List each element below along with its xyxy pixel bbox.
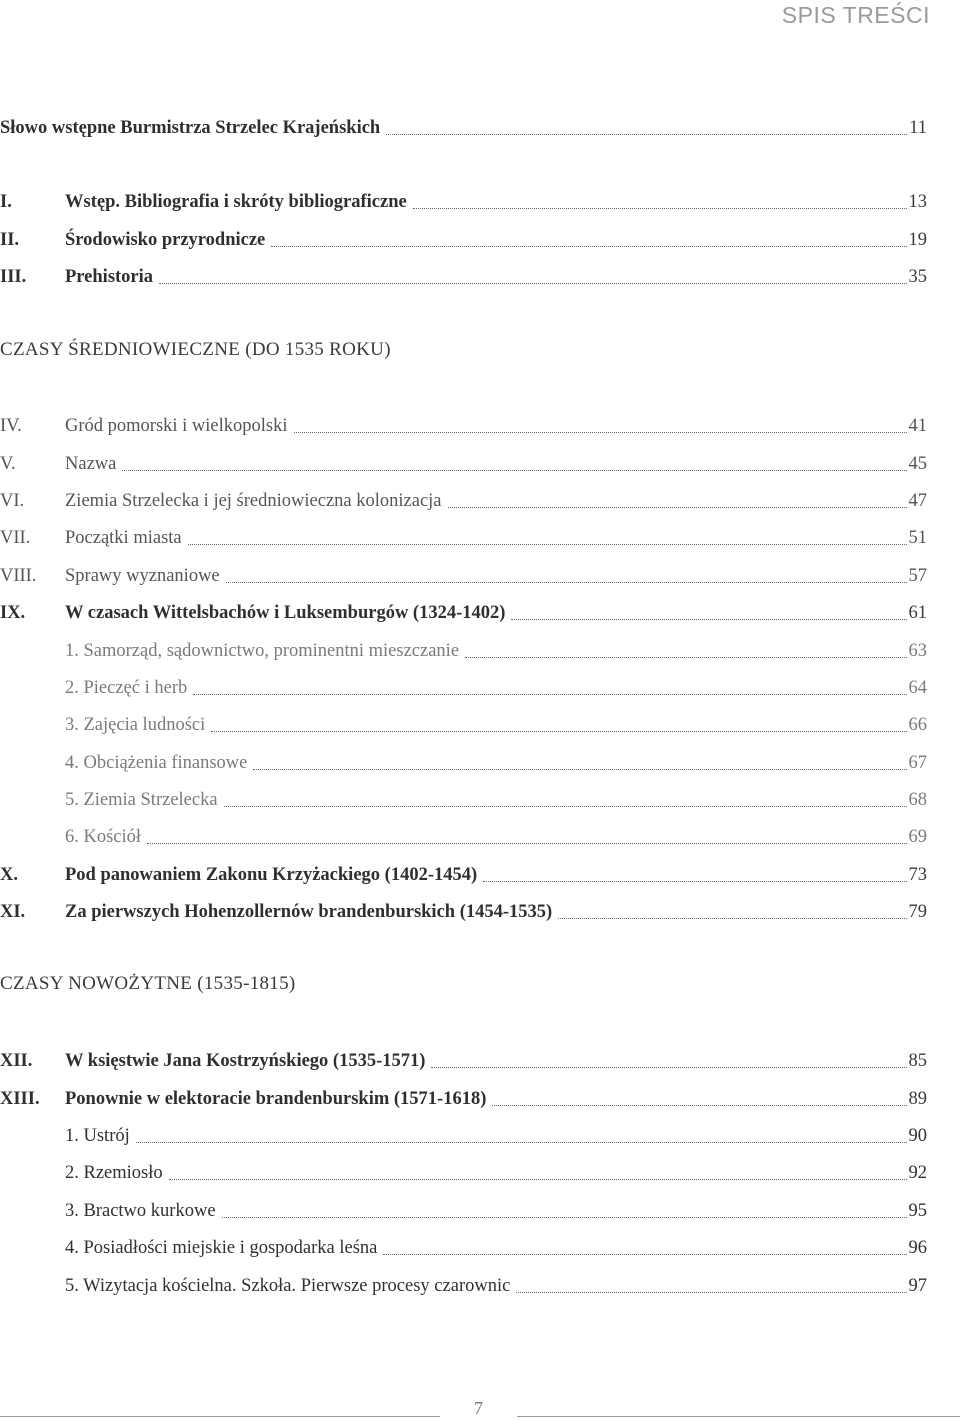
toc-entry-title: W księstwie Jana Kostrzyńskiego (1535-1571) [65, 1051, 426, 1071]
toc-entry-title: 3. Bractwo kurkowe [65, 1201, 216, 1221]
toc-entry-title: 1. Samorząd, sądownictwo, prominentni mieszczanie [65, 641, 460, 661]
dot-leader [483, 880, 906, 882]
dot-leader [383, 1253, 906, 1255]
toc-subentry[interactable] [0, 1235, 927, 1261]
toc-entry-intro[interactable] [0, 115, 927, 141]
dot-leader [169, 1178, 907, 1180]
dot-leader [253, 768, 906, 770]
chapter-number: VIII. [0, 566, 37, 586]
chapter-number: V. [0, 454, 16, 474]
toc-entry-title: Prehistoria [65, 267, 154, 287]
toc-subentry[interactable] [0, 1198, 927, 1224]
toc-entry[interactable] [0, 862, 927, 888]
toc-entry[interactable] [0, 227, 927, 253]
toc-entry[interactable] [0, 189, 927, 215]
chapter-number: VII. [0, 528, 31, 548]
toc-entry-title: Sprawy wyznaniowe [65, 566, 220, 586]
toc-entry[interactable] [0, 488, 927, 514]
toc-entry-title: 4. Posiadłości miejskie i gospodarka leśna [65, 1238, 378, 1258]
toc-entry-page: 13 [908, 192, 927, 212]
toc-entry-page: 19 [908, 230, 927, 250]
toc-entry-page: 85 [908, 1051, 927, 1071]
toc-entry-page: 89 [908, 1089, 927, 1109]
dot-leader [193, 693, 906, 695]
toc-entry[interactable] [0, 264, 927, 290]
toc-entry-page: 73 [908, 865, 927, 885]
dot-leader [386, 133, 907, 135]
dot-leader [211, 730, 906, 732]
toc-subentry[interactable] [0, 1160, 927, 1186]
toc-entry[interactable] [0, 1048, 927, 1074]
toc-subentry[interactable] [0, 750, 927, 776]
toc-entry[interactable] [0, 563, 927, 589]
toc-entry-page: 51 [908, 528, 927, 548]
dot-leader [271, 245, 906, 247]
toc-entry-title: 5. Ziemia Strzelecka [65, 790, 218, 810]
toc-entry-title: Wstęp. Bibliografia i skróty bibliograficzne [65, 192, 407, 212]
dot-leader [222, 1216, 907, 1218]
chapter-number: VI. [0, 491, 25, 511]
toc-entry-page: 11 [909, 118, 927, 138]
toc-entry-title: Początki miasta [65, 528, 182, 548]
toc-entry-page: 68 [908, 790, 927, 810]
toc-entry-title: Nazwa [65, 454, 117, 474]
dot-leader [226, 581, 907, 583]
dot-leader [448, 506, 907, 508]
chapter-number: I. [0, 192, 12, 212]
toc-entry-page: 64 [908, 678, 927, 698]
toc-entry-title: Pod panowaniem Zakonu Krzyżackiego (1402-1454) [65, 865, 478, 885]
toc-entry-page: 35 [908, 267, 927, 287]
chapter-number: XII. [0, 1051, 33, 1071]
section-heading: CZASY NOWOŻYTNE (1535-1815) [0, 973, 296, 994]
toc-subentry[interactable] [0, 787, 927, 813]
chapter-number: III. [0, 267, 27, 287]
chapter-number: IX. [0, 603, 26, 623]
dot-leader [294, 431, 907, 433]
toc-entry-page: 96 [908, 1238, 927, 1258]
toc-entry-page: 66 [908, 715, 927, 735]
toc-subentry[interactable] [0, 824, 927, 850]
toc-entry[interactable] [0, 413, 927, 439]
toc-entry-page: 61 [908, 603, 927, 623]
toc-entry-page: 41 [908, 416, 927, 436]
toc-entry-page: 67 [908, 753, 927, 773]
toc-entry-title: 4. Obciążenia finansowe [65, 753, 248, 773]
toc-entry-title: W czasach Wittelsbachów i Luksemburgów (1324-1402) [65, 603, 506, 623]
dot-leader [431, 1066, 906, 1068]
page-header-title: SPIS TREŚCI [781, 2, 930, 28]
dot-leader [122, 469, 906, 471]
toc-entry-title: 5. Wizytacja kościelna. Szkoła. Pierwsze procesy czarownic [65, 1276, 511, 1296]
toc-subentry[interactable] [0, 675, 927, 701]
toc-entry-title: 1. Ustrój [65, 1126, 130, 1146]
toc-entry-title: Gród pomorski i wielkopolski [65, 416, 288, 436]
toc-subentry[interactable] [0, 638, 927, 664]
dot-leader [492, 1104, 906, 1106]
toc-entry-title: Ziemia Strzelecka i jej średniowieczna kolonizacja [65, 491, 442, 511]
toc-entry-title: Za pierwszych Hohenzollernów brandenburskich (1454-1535) [65, 902, 553, 922]
chapter-number: II. [0, 230, 20, 250]
dot-leader [511, 618, 906, 620]
toc-entry-title: Ponownie w elektoracie brandenburskim (1571-1618) [65, 1089, 487, 1109]
footer-rule-left [0, 1416, 440, 1417]
dot-leader [159, 282, 906, 284]
toc-entry[interactable] [0, 600, 927, 626]
toc-entry[interactable] [0, 525, 927, 551]
toc-entry[interactable] [0, 451, 927, 477]
toc-subentry[interactable] [0, 1123, 927, 1149]
toc-entry-page: 47 [908, 491, 927, 511]
footer-page-number: 7 [474, 1398, 483, 1418]
chapter-number: IV. [0, 416, 22, 436]
toc-entry-page: 57 [908, 566, 927, 586]
toc-entry-title: 6. Kościół [65, 827, 142, 847]
chapter-number: XI. [0, 902, 26, 922]
dot-leader [136, 1141, 907, 1143]
toc-entry-page: 95 [908, 1201, 927, 1221]
toc-subentry[interactable] [0, 1273, 927, 1299]
toc-entry-page: 90 [908, 1126, 927, 1146]
footer-rule-right [517, 1416, 960, 1417]
dot-leader [188, 543, 907, 545]
toc-entry-title: 2. Pieczęć i herb [65, 678, 188, 698]
dot-leader [516, 1291, 906, 1293]
toc-entry-page: 97 [908, 1276, 927, 1296]
dot-leader [413, 207, 907, 209]
toc-subentry[interactable] [0, 712, 927, 738]
toc-entry-title: Środowisko przyrodnicze [65, 230, 266, 250]
toc-entry[interactable] [0, 899, 927, 925]
toc-entry-title: Słowo wstępne Burmistrza Strzelec Krajeńskich [0, 118, 381, 138]
toc-entry-page: 45 [908, 454, 927, 474]
toc-entry-page: 69 [908, 827, 927, 847]
toc-entry-page: 79 [908, 902, 927, 922]
chapter-number: XIII. [0, 1089, 40, 1109]
dot-leader [465, 656, 906, 658]
chapter-number: X. [0, 865, 18, 885]
toc-entry-title: 2. Rzemiosło [65, 1163, 163, 1183]
dot-leader [224, 805, 907, 807]
toc-entry-page: 92 [908, 1163, 927, 1183]
toc-entry-page: 63 [908, 641, 927, 661]
section-heading: CZASY ŚREDNIOWIECZNE (DO 1535 ROKU) [0, 339, 391, 360]
dot-leader [147, 842, 906, 844]
toc-entry-title: 3. Zajęcia ludności [65, 715, 206, 735]
dot-leader [558, 917, 906, 919]
toc-entry[interactable] [0, 1086, 927, 1112]
